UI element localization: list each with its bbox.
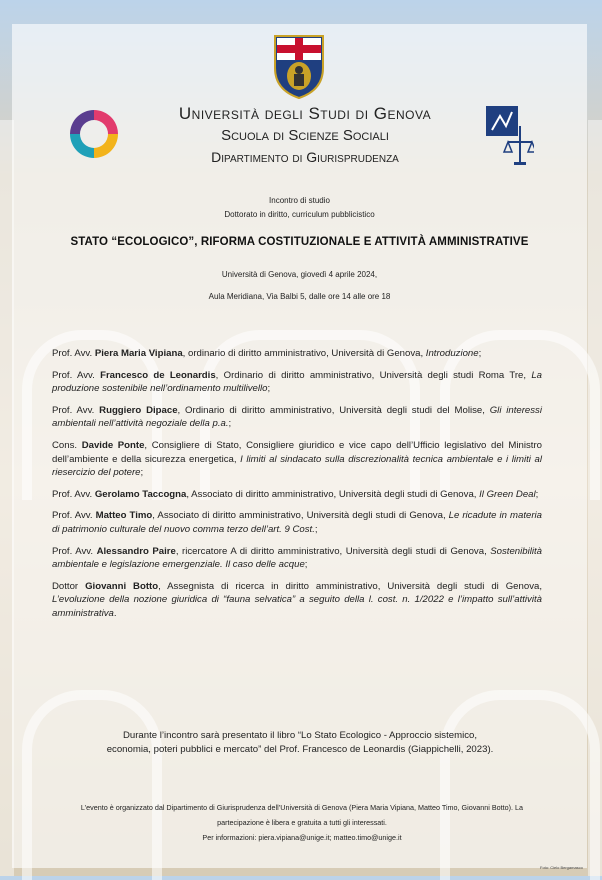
speaker-name: Ruggiero Dipace	[99, 404, 178, 416]
organizer-note	[24, 800, 580, 845]
speaker-end: ;	[304, 559, 308, 571]
speaker-item	[52, 545, 542, 572]
speaker-name: Piera Maria Vipiana	[94, 348, 183, 359]
event-date: Università di Genova, giovedì 4 aprile 2024,	[221, 270, 378, 279]
speaker-talk: Il Green Deal	[479, 488, 536, 500]
event-place: Aula Meridiana, Via Balbi 5, dalle ore 14 alle ore 18	[208, 292, 391, 301]
speaker-end: ;	[228, 418, 232, 430]
school-name: Scuola di Scienze Sociali	[221, 127, 389, 144]
department-name: Dipartimento di Giurisprudenza	[211, 149, 399, 165]
speaker-role: , ordinario di diritto amministrativo, Università di Genova,	[182, 348, 426, 359]
speaker-talk: La produzione sostenibile nell’ordinamento multilivello	[52, 369, 542, 395]
speaker-prefix: Prof. Avv.	[52, 369, 95, 381]
speaker-role: , Consigliere di Stato, Consigliere giuridico e vice capo dell’Ufficio legislativo del Ministro dell’ambiente e della sicurezza energetica,	[52, 439, 543, 465]
speaker-end: .	[113, 607, 117, 619]
speaker-end: ;	[140, 467, 144, 479]
speaker-end: ;	[478, 348, 482, 359]
speaker-prefix: Prof. Avv.	[52, 488, 93, 500]
speaker-role: , Associato di diritto amministrativo, Università degli studi di Genova,	[152, 510, 449, 522]
book-line-1: Durante l’incontro sarà presentato il libro “Lo Stato Ecologico - Approccio sistemico,	[122, 730, 478, 741]
speaker-end: ;	[267, 383, 271, 395]
contact-info: Per informazioni: piera.vipiana@unige.it; matteo.timo@unige.it	[202, 833, 402, 842]
speaker-talk: Le ricadute in materia di patrimonio culturale del nuovo comma terzo dell’art. 9 Cost.	[52, 510, 542, 535]
speaker-name: Davide Ponte	[81, 439, 145, 451]
speaker-role: , Associato di diritto amministrativo, Università degli studi di Genova,	[186, 488, 480, 500]
university-coat-of-arms-icon	[273, 34, 325, 100]
speaker-prefix: Prof. Avv.	[52, 404, 95, 416]
book-announcement	[40, 729, 560, 757]
speaker-prefix: Cons.	[52, 439, 78, 451]
event-type: Incontro di studio	[269, 196, 330, 205]
speaker-item	[52, 347, 542, 361]
speaker-end: ;	[535, 488, 539, 500]
speaker-prefix: Prof. Avv.	[52, 348, 93, 359]
speaker-name: Francesco de Leonardis	[100, 369, 216, 381]
speaker-role: , ricercatore A di diritto amministrativo, Università degli studi di Genova,	[175, 545, 491, 557]
speaker-item	[52, 488, 542, 502]
book-line-2: economia, poteri pubblici e mercato” del Prof. Francesco de Leonardis (Giappichelli, 2023).	[106, 744, 494, 755]
organizer-line-2: partecipazione è libera e gratuita a tutti gli interessati.	[217, 818, 387, 827]
justice-scales-icon	[486, 106, 534, 168]
event-title: STATO “ECOLOGICO”, RIFORMA COSTITUZIONALE E ATTIVITÀ AMMINISTRATIVE	[70, 236, 529, 248]
speaker-talk: I limiti al sindacato sulla discrezionalità tecnica ambientale e i limiti al riesercizio del potere	[52, 453, 542, 479]
school-logo-icon	[66, 106, 122, 162]
speaker-role: , Ordinario di diritto amministrativo, Università degli studi del Molise,	[177, 404, 490, 416]
speaker-prefix: Dottor	[52, 580, 79, 592]
speaker-talk: Sostenibilità ambientale e legislazione emergenziale. Il caso delle acque	[52, 545, 542, 571]
speaker-role: , Assegnista di ricerca in diritto amministrativo, Università degli studi di Genova,	[158, 580, 542, 592]
speaker-item	[52, 439, 542, 480]
speaker-item	[52, 404, 542, 431]
speaker-end: ;	[314, 523, 318, 535]
speaker-prefix: Prof. Avv.	[52, 510, 93, 522]
speakers-list	[52, 347, 542, 629]
speaker-talk: L’evoluzione della nozione giuridica di “fauna selvatica” a seguito della l. cost. n. 1/2022 e l’impatto sull’attività amministrativa	[52, 594, 542, 619]
speaker-item	[52, 580, 542, 621]
speaker-prefix: Prof. Avv.	[52, 545, 94, 557]
speaker-name: Alessandro Paire	[96, 545, 176, 557]
speaker-item	[52, 369, 542, 396]
organizer-line-1: L’evento è organizzato dal Dipartimento di Giurisprudenza dell’Università di Genova (Piera Maria Vipiana, Matteo Timo, Giovanni Botto). La	[80, 803, 524, 812]
speaker-name: Gerolamo Taccogna	[94, 488, 187, 500]
speaker-role: , Ordinario di diritto amministrativo, Università degli studi Roma Tre,	[215, 369, 532, 381]
speaker-name: Matteo Timo	[95, 510, 153, 522]
speaker-talk: Introduzione	[425, 348, 479, 359]
university-name: Università degli Studi di Genova	[178, 104, 432, 123]
speaker-name: Giovanni Botto	[85, 580, 159, 592]
event-program: Dottorato in diritto, curriculum pubblicistico	[224, 210, 375, 219]
photo-credit: Foto: Cielo Bergamasco	[540, 865, 583, 870]
speaker-talk: Gli interessi ambientali nell’attività negoziale della p.a.	[52, 404, 542, 430]
speaker-item	[52, 509, 542, 536]
